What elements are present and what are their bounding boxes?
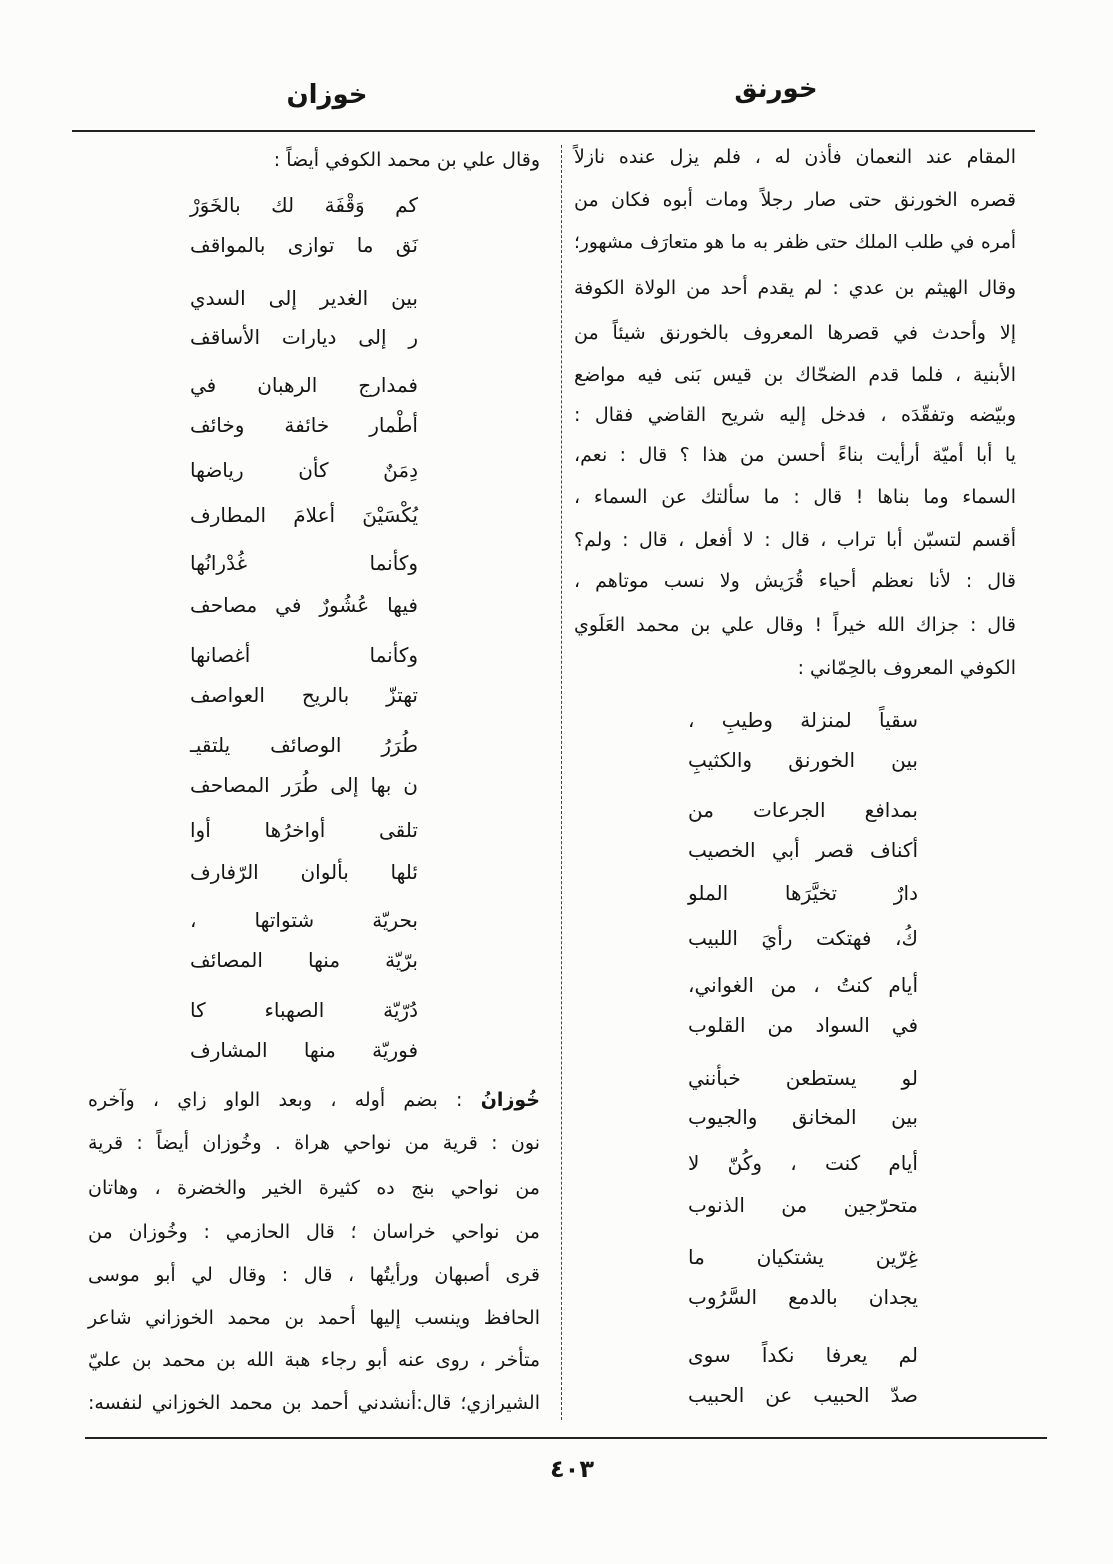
prose-line: المقام عند النعمان فأذن له ، فلم يزل عنده نازلاً (574, 146, 1016, 168)
prose-line: يا أبا أميّة أرأيت بناءً أحسن من هذا ؟ قال : نعم، (574, 444, 1016, 466)
prose-line: قال : جزاك الله خيراً ! وقال علي بن محمد العَلَوي (574, 614, 1016, 636)
poem-line: فمدارج الرهبان في (190, 373, 418, 397)
poem-line: كم وَقْفَة لك بالخَوَرْ (190, 193, 418, 217)
poem-line: بحريّة شتواتها ، (190, 908, 418, 932)
entry-headword: خُوزانُ (480, 1089, 540, 1111)
prose-line: قصره الخورنق حتى صار رجلاً ومات أبوه فكان من (574, 189, 1016, 211)
poem-line: تلقى أواخرُها أوا (190, 818, 418, 842)
prose-line: وقال الهيثم بن عدي : لم يقدم أحد من الولاة الكوفة (574, 277, 1016, 299)
poem-line: متحرّجين من الذنوب (688, 1193, 918, 1217)
poem-line: أيام كنتُ ، من الغواني، (688, 973, 918, 997)
poem-line: يُكْسَيْنَ أعلامَ المطارف (190, 503, 418, 527)
poem-line: فيها عُشُورٌ في مصاحف (190, 593, 418, 617)
prose-line: من نواحي خراسان ؛ قال الحازمي : وخُوزان من (88, 1221, 540, 1243)
poem-line: بين الخورنق والكثيبِ (688, 748, 918, 772)
prose-line: أقسم لتسبّن أبا تراب ، قال : لا أفعل ، قال : ولم؟ (574, 529, 1016, 551)
poem-line: بمدافع الجرعات من (688, 798, 918, 822)
left-running-header: خوزان (286, 80, 368, 110)
poem-line: طُرَرُ الوصائف يلتقيـ (190, 733, 418, 757)
poem-line: برّيّة منها المصائف (190, 948, 418, 972)
poem-line: وكأنما أغصانها (190, 643, 418, 667)
poem-line: ئلها بألوان الرّفارف (190, 860, 418, 884)
poem-line: بين الغدير إلى السدي (190, 286, 418, 310)
poem-line: دارٌ تخيَّرَها الملو (688, 881, 918, 905)
prose-line: من نواحي بنج ده كثيرة الخير والخضرة ، وهاتان (88, 1177, 540, 1199)
column-divider (561, 145, 562, 1420)
poem-line: سقياً لمنزلة وطيبِ ، (688, 708, 918, 732)
entry-first-line-text: : بضم أوله ، وبعد الواو زاي ، وآخره (88, 1089, 481, 1111)
prose-line: الشيرازي؛ قال:أنشدني أحمد بن محمد الخوزاني لنفسه: (88, 1392, 540, 1414)
poem-line: وكأنما غُدْرانُها (190, 551, 418, 575)
poem-line: في السواد من القلوب (688, 1013, 918, 1037)
poem-line: دُرّيّة الصهباء كا (190, 998, 418, 1022)
poem-line: ن بها إلى طُرَر المصاحف (190, 773, 418, 797)
poem-line: أطْمار خائفة وخائف (190, 413, 418, 437)
prose-line: نون : قرية من نواحي هراة . وخُوزان أيضاً : قرية (88, 1132, 540, 1154)
entry-first-line (88, 1080, 540, 1120)
poem-line: غِرّين يشتكيان ما (688, 1245, 918, 1269)
poem-line: لو يستطعن خبأنني (688, 1066, 918, 1090)
prose-line: قرى أصبهان ورأيتُها ، قال : وقال لي أبو موسى (88, 1264, 540, 1286)
prose-line: الحافظ وينسب إليها أحمد بن محمد الخوزاني شاعر (88, 1307, 540, 1329)
poem-line: فوريّة منها المشارف (190, 1038, 418, 1062)
poem-line: تهتزّ بالريح العواصف (190, 683, 418, 707)
prose-line: إلا وأحدث في قصرها المعروف بالخورنق شيئاً من (574, 322, 1016, 344)
prose-line: وبيّضه وتفقّدَه ، فدخل إليه شريح القاضي فقال : (574, 404, 1016, 426)
poem-line: صدّ الحبيب عن الحبيب (688, 1383, 918, 1407)
prose-line: قال : لأنا نعظم أحياء قُرَيش ولا نسب موتاهم ، (574, 570, 1016, 592)
poem-line: يجدان بالدمع السَّرُوب (688, 1285, 918, 1309)
right-running-header: خورنق (734, 74, 818, 104)
poem-line: كُ، فهتكت رأيَ اللبيب (688, 926, 918, 950)
poem-line: أكناف قصر أبي الخصيب (688, 838, 918, 862)
poem-line: ر إلى ديارات الأساقف (190, 325, 418, 349)
prose-line: متأخر ، روى عنه أبو رجاء هبة الله بن محمد بن عليّ (88, 1349, 540, 1371)
poem-line: لم يعرفا نكداً سوى (688, 1343, 918, 1367)
poem-line: نَق ما توازى بالمواقف (190, 233, 418, 257)
poem-line: بين المخانق والجيوب (688, 1105, 918, 1129)
poem-line: أيام كنت ، وكُنّ لا (688, 1151, 918, 1175)
prose-line: الأبنية ، فلما قدم الضحّاك بن قيس بَنى فيه مواضع (574, 364, 1016, 386)
prose-line: الكوفي المعروف بالحِمّاني : (797, 657, 1016, 679)
poem-line: دِمَنٌ كأن رياضها (190, 458, 418, 482)
prose-line: السماء وما بناها ! قال : ما سألتك عن السماء ، (574, 486, 1016, 508)
page-number: ٤٠٣ (550, 1455, 594, 1483)
prose-line: أمره في طلب الملك حتى ظفر به ما هو متعارَف مشهور؛ (574, 232, 1016, 253)
bottom-rule (85, 1437, 1047, 1439)
poem-intro: وقال علي بن محمد الكوفي أيضاً : (273, 149, 540, 171)
top-rule (72, 130, 1035, 132)
